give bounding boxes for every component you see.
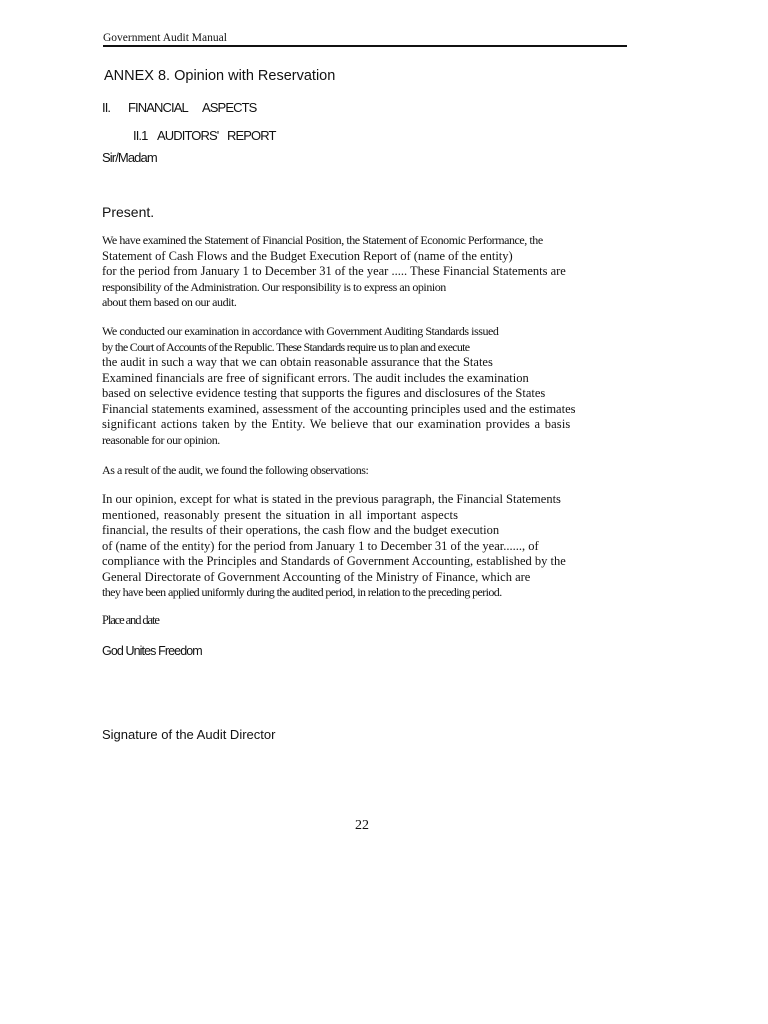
paragraph-line: reasonable for our opinion. bbox=[102, 432, 220, 447]
subsection-word-2: REPORT bbox=[227, 128, 276, 143]
paragraph-line: In our opinion, except for what is stated in the previous paragraph, the Financial Statements bbox=[102, 492, 561, 506]
paragraph-line: We conducted our examination in accordance with Government Auditing Standards issued bbox=[102, 324, 499, 338]
paragraph-observations bbox=[102, 463, 662, 479]
paragraph-line: mentioned, reasonably present the situation in all important aspects bbox=[102, 507, 459, 522]
motto: God Unites Freedom bbox=[102, 644, 202, 658]
place-and-date: Place and date bbox=[102, 613, 159, 627]
annex-title: ANNEX 8. Opinion with Reservation bbox=[104, 68, 336, 84]
running-title: Government Audit Manual bbox=[103, 32, 227, 44]
paragraph-line: the audit in such a way that we can obtain reasonable assurance that the States bbox=[102, 355, 493, 369]
paragraph-line: Examined financials are free of significant errors. The audit includes the examination bbox=[102, 370, 529, 385]
present-text: Present. bbox=[102, 204, 155, 220]
paragraph-line: Financial statements examined, assessment of the accounting principles used and the estimates bbox=[102, 401, 576, 416]
paragraph-line: General Directorate of Government Accounting of the Ministry of Finance, which are bbox=[102, 569, 531, 584]
section-number: II. bbox=[102, 100, 111, 115]
section-word-2: ASPECTS bbox=[202, 100, 257, 115]
subsection-number: II.1 bbox=[133, 128, 148, 143]
paragraph-line: of (name of the entity) for the period from January 1 to December 31 of the year......, of bbox=[102, 538, 539, 553]
paragraph-examination bbox=[102, 233, 662, 311]
salutation: Sir/Madam bbox=[102, 150, 157, 165]
paragraph-line: Statement of Cash Flows and the Budget Execution Report of (name of the entity) bbox=[102, 248, 513, 263]
paragraph-line: responsibility of the Administration. Our responsibility is to express an opinion bbox=[102, 279, 446, 294]
paragraph-line: for the period from January 1 to December 31 of the year ..... These Financial Statements are bbox=[102, 264, 566, 278]
section-word-1: FINANCIAL bbox=[128, 100, 188, 115]
paragraph-line: compliance with the Principles and Standards of Government Accounting, established by the bbox=[102, 554, 566, 568]
paragraph-line: As a result of the audit, we found the following observations: bbox=[102, 463, 369, 477]
page-number: 22 bbox=[355, 818, 369, 833]
header-rule bbox=[103, 45, 627, 47]
paragraph-line: they have been applied uniformly during the audited period, in relation to the preceding period. bbox=[102, 585, 502, 599]
paragraph-line: significant actions taken by the Entity. We believe that our examination provides a basis bbox=[102, 417, 571, 431]
signature-line: Signature of the Audit Director bbox=[102, 727, 276, 742]
subsection-word-1: AUDITORS' bbox=[157, 128, 219, 143]
paragraph-line: by the Court of Accounts of the Republic. These Standards require us to plan and execute bbox=[102, 339, 470, 354]
paragraph-line: based on selective evidence testing that supports the figures and disclosures of the States bbox=[102, 386, 546, 400]
paragraph-opinion bbox=[102, 492, 662, 601]
paragraph-line: We have examined the Statement of Financial Position, the Statement of Economic Performance, the bbox=[102, 233, 543, 247]
paragraph-line: about them based on our audit. bbox=[102, 295, 237, 309]
paragraph-standards bbox=[102, 324, 662, 448]
paragraph-line: financial, the results of their operations, the cash flow and the budget execution bbox=[102, 523, 500, 537]
